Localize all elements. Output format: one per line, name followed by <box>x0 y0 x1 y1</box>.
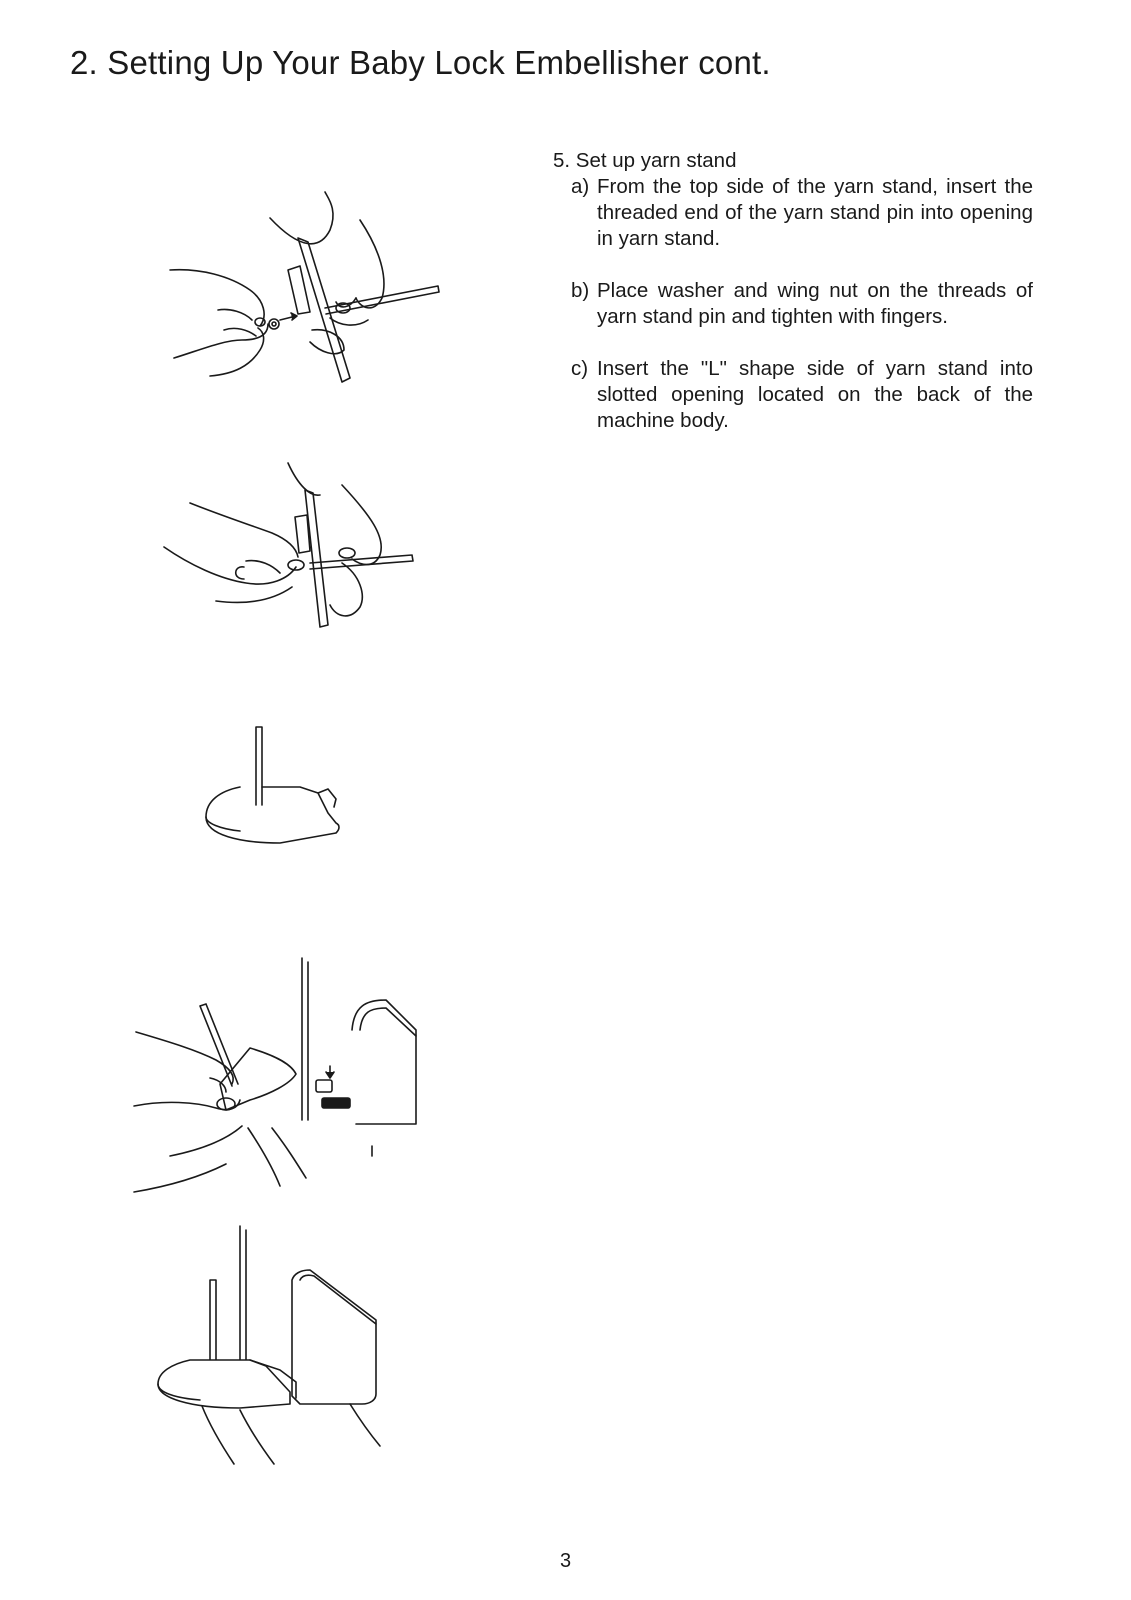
substep-a <box>571 174 1033 252</box>
inserting-stand-into-machine-slot-illustration <box>130 950 430 1200</box>
yarn-stand-installed-on-machine-illustration <box>150 1220 390 1470</box>
hands-tightening-wing-nut-illustration <box>160 455 430 635</box>
page-title: 2. Setting Up Your Baby Lock Embellisher cont. <box>70 44 771 81</box>
substep-b <box>571 278 1033 330</box>
substep-text: From the top side of the yarn stand, insert the threaded end of the yarn stand pin into opening in yarn stand. <box>597 175 1033 250</box>
substep-marker: b) <box>571 279 590 302</box>
step-heading: 5. Set up yarn stand <box>553 149 737 172</box>
substep-marker: c) <box>571 357 589 380</box>
substep-marker: a) <box>571 175 590 198</box>
substep-c <box>571 356 1033 434</box>
hands-inserting-pin-and-washer-illustration <box>160 190 460 400</box>
substep-text: Insert the "L" shape side of yarn stand into slotted opening located on the back of the machine body. <box>597 357 1033 432</box>
page-number: 3 <box>559 1550 572 1572</box>
assembled-yarn-stand-illustration <box>200 725 350 855</box>
substep-text: Place washer and wing nut on the threads of yarn stand pin and tighten with fingers. <box>597 279 1033 328</box>
